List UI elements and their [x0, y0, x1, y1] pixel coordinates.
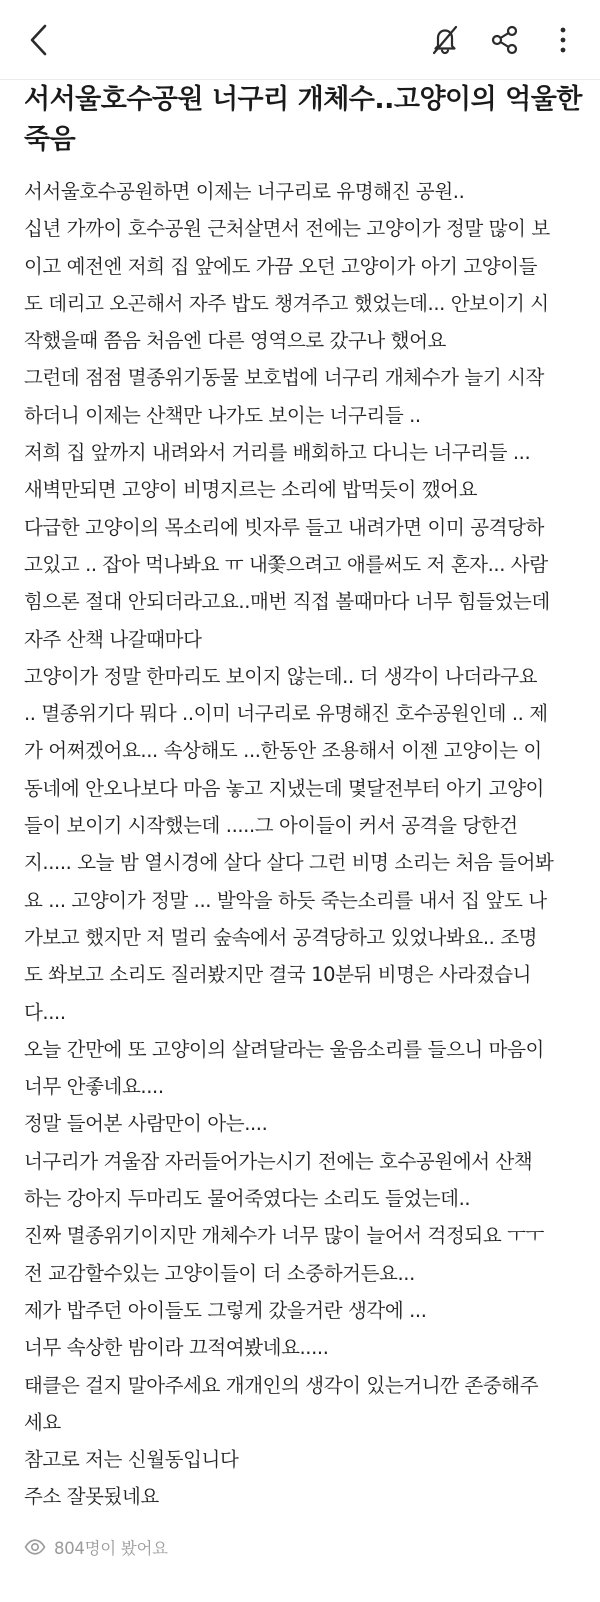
post-body-line: 고양이가 정말 한마리도 보이지 않는데.. 더 생각이 나더라구요: [24, 664, 538, 688]
view-count: [24, 1530, 168, 1564]
post-body-line: 동네에 안오나보다 마음 놓고 지냈는데 몇달전부터 아기 고양이: [24, 776, 544, 800]
post-body-line: 주소 잘못됬네요: [24, 1485, 159, 1509]
post-body-line: 정말 들어본 사람만이 아는....: [24, 1112, 268, 1136]
post-body-line: 다....: [24, 1000, 66, 1024]
post-body-line: 오늘 간만에 또 고양이의 살려달라는 울음소리를 들으니 마음이: [24, 1037, 544, 1061]
post-body-line: 요 ... 고양이가 정말 ... 발악을 하듯 죽는소리를 내서 집 앞도 나: [24, 888, 547, 912]
post-body-line: 너무 속상한 밤이라 끄적여봤네요.....: [24, 1336, 329, 1360]
post-body-line: 들이 보이기 시작했는데 .....그 아이들이 커서 공격을 당한건: [24, 814, 518, 838]
post-body-line: 하더니 이제는 산책만 나가도 보이는 너구리들 ..: [24, 403, 421, 427]
post-body-line: 그런데 점점 멸종위기동물 보호법에 너구리 개체수가 늘기 시작: [24, 366, 544, 390]
chevron-left-icon: [27, 23, 53, 57]
post-body-line: 고있고 .. 잡아 먹나봐요 ㅠ 내쫓으려고 애를써도 저 혼자... 사람: [24, 552, 548, 576]
bell-off-icon: [429, 24, 461, 56]
post-body-line: 도 쏴보고 소리도 질러봤지만 결국 10분뒤 비명은 사라졌습니: [24, 963, 532, 987]
post-body-line: 전 교감할수있는 고양이들이 더 소중하거든요...: [24, 1261, 415, 1285]
post-body-line: 힘으론 절대 안되더라고요..매번 직접 볼때마다 너무 힘들었는데: [24, 590, 550, 614]
post-body-line: 가보고 했지만 저 멀리 숲속에서 공격당하고 있었나봐요.. 조명: [24, 925, 538, 949]
more-options-button[interactable]: [543, 20, 583, 60]
post-body-line: 다급한 고양이의 목소리에 빗자루 들고 내려가면 이미 공격당하: [24, 515, 544, 539]
post-body-line: 너구리가 겨울잠 자러들어가는시기 전에는 호수공원에서 산책: [24, 1149, 533, 1173]
post-title: 서서울호수공원 너구리 개체수..고양이의 억울한 죽음: [24, 84, 582, 155]
post-body-line: 십년 가까이 호수공원 근처살면서 전에는 고양이가 정말 많이 보: [24, 217, 550, 241]
post-body-line: 이고 예전엔 저희 집 앞에도 가끔 오던 고양이가 아기 고양이들: [24, 254, 538, 278]
share-icon: [489, 24, 521, 56]
more-vertical-icon: [555, 24, 571, 56]
eye-icon: [24, 1539, 46, 1555]
back-button[interactable]: [20, 20, 60, 60]
post-body-line: 진짜 멸종위기이지만 개체수가 너무 많이 늘어서 걱정되요 ㅜㅜ: [24, 1224, 544, 1248]
view-count-text: 804명이 봤어요: [54, 1539, 168, 1558]
post-body-line: 제가 밥주던 아이들도 그렇게 갔을거란 생각에 ...: [24, 1298, 427, 1322]
post-body-line: 도 데리고 오곤해서 자주 밥도 챙겨주고 했었는데... 안보이기 시: [24, 291, 549, 315]
post-body-line: 가 어쩌겠어요... 속상해도 ...한동안 조용해서 이젠 고양이는 이: [24, 739, 542, 763]
post-body: [24, 173, 584, 1516]
post-body-line: 세요: [24, 1410, 61, 1434]
post-body-line: .. 멸종위기다 뭐다 ..이미 너구리로 유명해진 호수공원인데 .. 제: [24, 702, 548, 726]
post-body-line: 새벽만되면 고양이 비명지르는 소리에 밥먹듯이 깼어요: [24, 478, 478, 502]
top-app-bar: [0, 0, 600, 80]
post-body-line: 하는 강아지 두마리도 물어죽였다는 소리도 들었는데..: [24, 1187, 471, 1211]
notification-toggle-button[interactable]: [425, 20, 465, 60]
post-body-line: 저희 집 앞까지 내려와서 거리를 배회하고 다니는 너구리들 ...: [24, 441, 531, 465]
post-body-line: 태클은 걸지 말아주세요 개개인의 생각이 있는거니깐 존중해주: [24, 1373, 539, 1397]
post-body-line: 너무 안좋네요....: [24, 1075, 164, 1099]
post-body-line: 서서울호수공원하면 이제는 너구리로 유명해진 공원..: [24, 180, 465, 203]
share-button[interactable]: [485, 20, 525, 60]
post-body-line: 지..... 오늘 밤 열시경에 살다 살다 그런 비명 소리는 처음 들어봐: [24, 851, 554, 875]
post-body-line: 자주 산책 나갈때마다: [24, 627, 202, 651]
post-body-line: 참고로 저는 신월동입니다: [24, 1448, 239, 1472]
post-body-line: 작했을때 쯤음 처음엔 다른 영역으로 갔구나 했어요: [24, 329, 446, 353]
